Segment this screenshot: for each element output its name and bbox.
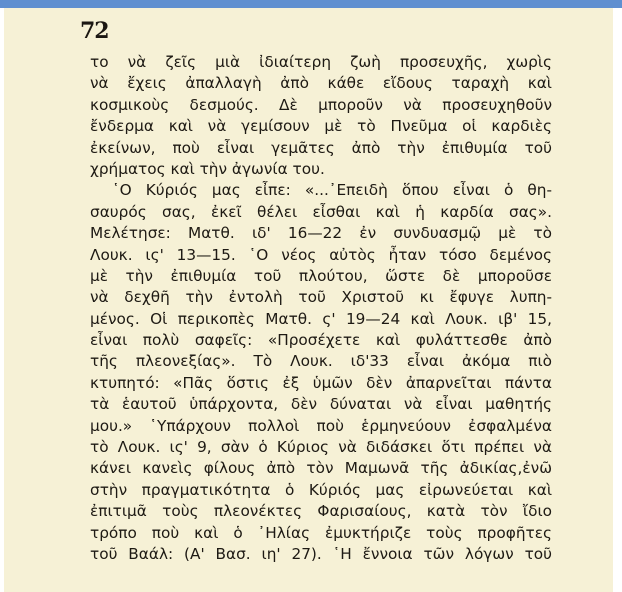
text-line-18: μου.» ῾Υπάρχουν πολλοὶ ποὺ ἑρμηνεύουν ἐσφαλμένα — [90, 416, 552, 435]
text-line-22: ἐπιτιμᾶ τοὺς πλεονέκτες Φαρισαίους, κατὰ τὸν ἴδιο — [90, 502, 552, 521]
text-line-13: μένος. Οἱ περικοπὲς Ματθ. ς' 19—24 καὶ Λουκ. ιβ' 15, — [90, 309, 552, 328]
scanned-book-page — [4, 8, 615, 592]
text-line-24: τοῦ Βαάλ: (Α' Βασ. ιη' 27). ῾Η ἔννοια τῶν λόγων τοῦ — [90, 544, 552, 563]
text-line-10: Λουκ. ις' 13—15. ῾Ο νέος αὐτὸς ἦταν τόσο δεμένος — [90, 245, 552, 264]
text-line-14: εἶναι πολὺ σαφεῖς: «Προσέχετε καὶ φυλάττεσθε ἀπὸ — [90, 331, 552, 350]
text-line-7: ῾Ο Κύριός μας εἶπε: «...᾿Επειδὴ ὅπου εἶναι ὁ θη- — [112, 181, 552, 200]
text-line-5: ἐκείνων, ποὺ εἶναι γεμᾶτες ἀπὸ τὴν ἐπιθυμία τοῦ — [90, 138, 552, 157]
text-line-19: τὸ Λουκ. ις' 9, σὰν ὁ Κύριος νὰ διδάσκει ὅτι πρέπει νὰ — [90, 438, 552, 457]
text-line-2: νὰ ἔχεις ἀπαλλαγὴ ἀπὸ κάθε εἴδους ταραχὴ καὶ — [90, 74, 552, 93]
text-line-16: κτυπητό: «Πᾶς ὅστις ἐξ ὑμῶν δὲν ἀπαρνεῖται πάντα — [90, 373, 552, 392]
text-line-12: νὰ δεχθῆ τὴν ἐντολὴ τοῦ Χριστοῦ κι ἔφυγε λυπη- — [90, 288, 552, 307]
text-line-11: μὲ τὴν ἐπιθυμία τοῦ πλούτου, ὥστε δὲ μποροῦσε — [90, 266, 552, 285]
text-line-20: κάνει κανεὶς φίλους ἀπὸ τὸν Μαμωνᾶ τῆς ἀδικίας,ἐνῶ — [90, 459, 552, 478]
top-window-bar — [0, 0, 622, 8]
text-line-8: σαυρός σας, ἐκεῖ θέλει εἶσθαι καὶ ἡ καρδία σας». — [90, 202, 552, 221]
text-line-9: Μελέτησε: Ματθ. ιδ' 16—22 ἐν συνδυασμῷ μὲ τὸ — [90, 224, 552, 243]
body-text — [90, 52, 552, 565]
text-line-1: το νὰ ζεῖς μιὰ ἰδιαίτερη ζωὴ προσευχῆς, χωρὶς — [90, 53, 552, 71]
text-line-3: κοσμικοὺς δεσμούς. Δὲ μποροῦν νὰ προσευχηθοῦν — [90, 95, 552, 114]
page-number: 72 — [80, 18, 109, 44]
text-line-23: τρόπο ποὺ καὶ ὁ ᾿Ηλίας ἐμυκτήριζε τοὺς προφῆτες — [90, 523, 552, 542]
page-edge-margin — [613, 8, 622, 592]
text-line-4: ἔνδερμα καὶ νὰ γεμίσουν μὲ τὸ Πνεῦμα οἱ καρδιὲς — [90, 117, 552, 136]
text-line-15: τῆς πλεονεξίας». Τὸ Λουκ. ιδ'33 εἶναι ἀκόμα πιὸ — [90, 352, 552, 371]
text-line-21: στὴν πραγματικότητα ὁ Κύριός μας εἰρωνεύεται καὶ — [90, 480, 552, 499]
text-line-17: τὰ ἑαυτοῦ ὑπάρχοντα, δὲν δύναται νὰ εἶναι μαθητής — [90, 395, 552, 414]
text-line-6: χρήματος καὶ τὴν ἀγωνία του. — [90, 159, 325, 178]
